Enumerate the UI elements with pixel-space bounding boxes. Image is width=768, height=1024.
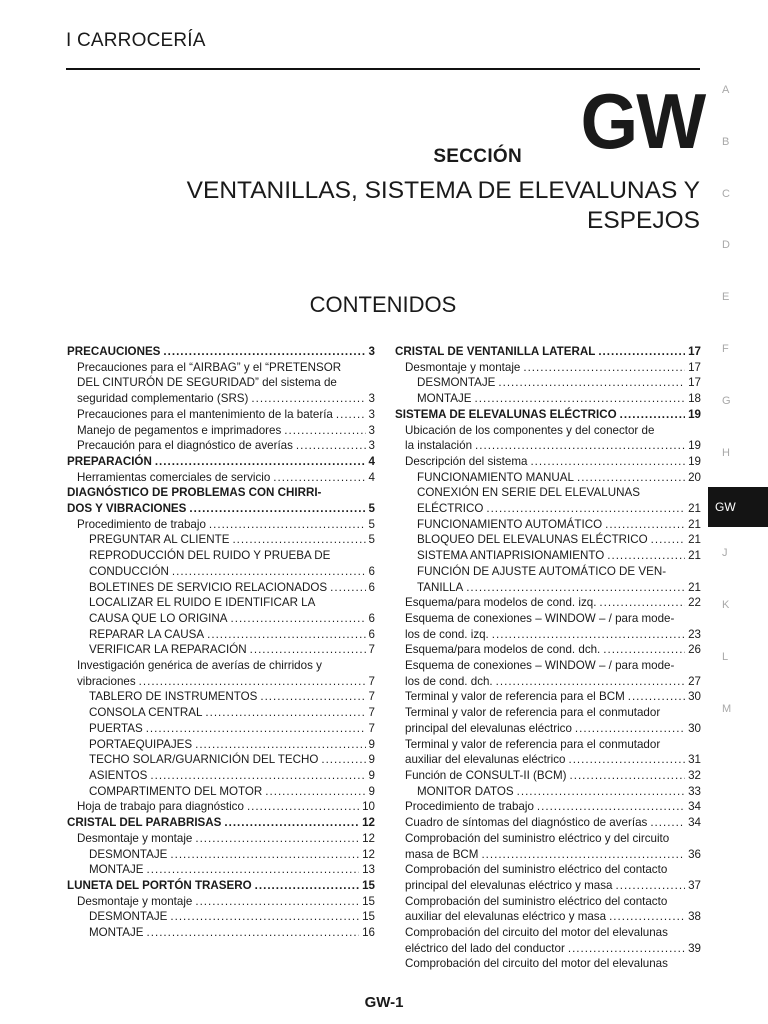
toc-entry-text: FUNCIÓN DE AJUSTE AUTOMÁTICO DE VEN- [417, 564, 667, 578]
toc-entry-text: DOS Y VIBRACIONES [67, 502, 187, 516]
dot-leader [498, 375, 685, 391]
toc-entry[interactable] [67, 454, 375, 470]
dot-leader [170, 847, 359, 863]
toc-entry[interactable] [67, 658, 375, 689]
toc-entry-text: Desmontaje y montaje [405, 360, 521, 374]
toc-page-number: 34 [688, 800, 701, 814]
toc-entry-text: Esquema de conexiones – WINDOW – / para mode- [405, 659, 675, 673]
section-tab-b[interactable]: B [722, 136, 730, 148]
toc-page-number: 23 [688, 627, 701, 641]
dot-leader [496, 674, 685, 690]
toc-entry[interactable] [395, 642, 701, 658]
toc-entry-text: eléctrico del lado del conductor [405, 941, 565, 955]
dot-leader [628, 689, 685, 705]
toc-entry-text: PREGUNTAR AL CLIENTE [89, 533, 230, 547]
toc-entry-text: DIAGNÓSTICO DE PROBLEMAS CON CHIRRI- [67, 486, 322, 500]
toc-entry[interactable] [67, 878, 375, 894]
toc-page-number: 33 [688, 784, 701, 798]
toc-page-number: 10 [362, 800, 375, 814]
toc-entry[interactable] [395, 485, 701, 516]
toc-entry[interactable] [395, 768, 701, 784]
dot-leader [330, 580, 365, 596]
toc-entry[interactable] [67, 485, 375, 516]
toc-page-number: 30 [688, 721, 701, 735]
dot-leader [205, 705, 365, 721]
toc-entry[interactable] [395, 862, 701, 893]
toc-entry-text: CAUSA QUE LO ORIGINA [89, 611, 228, 625]
dot-leader [530, 454, 685, 470]
toc-entry[interactable] [67, 580, 375, 596]
toc-entry-text: CONSOLA CENTRAL [89, 706, 203, 720]
toc-page-number: 3 [368, 407, 375, 421]
dot-leader [577, 470, 685, 486]
toc-entry-text: MONTAJE [417, 392, 472, 406]
toc-page-number: 30 [688, 690, 701, 704]
dot-leader [163, 344, 365, 360]
toc-entry-text: TECHO SOLAR/GUARNICIÓN DEL TECHO [89, 753, 319, 767]
toc-entry[interactable] [67, 784, 375, 800]
toc-entry[interactable] [67, 344, 375, 360]
section-tab-c[interactable]: C [722, 188, 730, 200]
toc-entry-text: vibraciones [77, 674, 136, 688]
toc-entry-text: DESMONTAJE [417, 376, 496, 390]
toc-page-number: 6 [368, 580, 375, 594]
toc-entry-text: REPRODUCCIÓN DEL RUIDO Y PRUEBA DE [89, 549, 331, 563]
toc-page-number: 12 [362, 831, 375, 845]
toc-entry[interactable] [67, 894, 375, 910]
toc-entry-text: principal del elevalunas eléctrico y masa [405, 878, 613, 892]
dot-leader [172, 564, 366, 580]
toc-entry[interactable] [67, 407, 375, 423]
toc-page-number: 9 [368, 737, 375, 751]
toc-entry[interactable] [395, 705, 701, 736]
toc-entry[interactable] [395, 532, 701, 548]
dot-leader [570, 768, 686, 784]
toc-page-number: 31 [688, 753, 701, 767]
toc-page-number: 21 [688, 517, 701, 531]
toc-page-number: 18 [688, 392, 701, 406]
toc-entry-text: ASIENTOS [89, 768, 148, 782]
toc-entry-text: auxiliar del elevalunas eléctrico y masa [405, 910, 607, 924]
toc-entry-text: la instalación [405, 439, 473, 453]
toc-page-number: 39 [688, 941, 701, 955]
toc-entry[interactable] [67, 831, 375, 847]
toc-entry[interactable] [67, 752, 375, 768]
toc-entry-text: Función de CONSULT-II (BCM) [405, 768, 567, 782]
section-title-line-1: VENTANILLAS, SISTEMA DE ELEVALUNAS Y [186, 177, 700, 204]
toc-page-number: 7 [368, 674, 375, 688]
toc-entry-text: SISTEMA DE ELEVALUNAS ELÉCTRICO [395, 407, 617, 421]
dot-leader [139, 674, 366, 690]
dot-leader [603, 642, 685, 658]
toc-entry[interactable] [67, 438, 375, 454]
toc-page-number: 15 [362, 878, 375, 892]
toc-page-number: 7 [368, 721, 375, 735]
toc-entry-text: Cuadro de síntomas del diagnóstico de averías [405, 816, 648, 830]
dot-leader [195, 831, 359, 847]
toc-entry[interactable] [395, 737, 701, 768]
toc-entry-text: MONTAJE [89, 863, 144, 877]
toc-page-number: 7 [368, 706, 375, 720]
toc-page-number: 3 [368, 345, 375, 358]
toc-page-number: 15 [362, 910, 375, 924]
section-tab-gw[interactable]: GW [708, 487, 768, 527]
toc-page-number: 37 [688, 878, 701, 892]
dot-leader [321, 752, 365, 768]
dot-leader [481, 847, 685, 863]
toc-page-number: 38 [688, 910, 701, 924]
toc-entry-text: VERIFICAR LA REPARACIÓN [89, 643, 247, 657]
toc-entry[interactable] [67, 423, 375, 439]
section-tab-e[interactable]: E [722, 291, 730, 303]
toc-page-number: 5 [368, 533, 375, 547]
toc-entry[interactable] [67, 862, 375, 878]
dot-leader [607, 548, 685, 564]
toc-entry-text: LOCALIZAR EL RUIDO E IDENTIFICAR LA [89, 596, 316, 610]
toc-entry-text: REPARAR LA CAUSA [89, 627, 205, 641]
toc-page-number: 19 [688, 439, 701, 453]
section-tab-d[interactable]: D [722, 239, 730, 251]
toc-page-number: 7 [368, 643, 375, 657]
dot-leader [475, 438, 685, 454]
toc-entry-text: BOLETINES DE SERVICIO RELACIONADOS [89, 580, 328, 594]
toc-entry[interactable] [395, 470, 701, 486]
toc-left-column [67, 344, 375, 941]
toc-entry-text: Descripción del sistema [405, 454, 528, 468]
dot-leader [231, 611, 366, 627]
toc-entry-text: Terminal y valor de referencia para el conmutador [405, 706, 661, 720]
toc-entry[interactable] [395, 815, 701, 831]
toc-entry[interactable] [67, 548, 375, 579]
section-tab-m[interactable]: M [722, 703, 732, 715]
toc-page-number: 17 [688, 360, 701, 374]
toc-entry[interactable] [67, 627, 375, 643]
toc-entry[interactable] [395, 548, 701, 564]
section-tab-g[interactable]: G [722, 395, 731, 407]
dot-leader [209, 517, 366, 533]
toc-entry-text: DEL CINTURÓN DE SEGURIDAD” del sistema de [77, 376, 337, 390]
toc-entry-text: PORTAEQUIPAJES [89, 737, 193, 751]
toc-page-number: 17 [688, 345, 701, 358]
toc-entry-text: COMPARTIMENTO DEL MOTOR [89, 784, 263, 798]
toc-entry-text: SISTEMA ANTIAPRISIONAMIENTO [417, 549, 605, 563]
toc-entry[interactable] [395, 611, 701, 642]
toc-entry[interactable] [67, 595, 375, 626]
toc-entry-text: Terminal y valor de referencia para el conmutador [405, 737, 661, 751]
toc-page-number: 19 [688, 454, 701, 468]
toc-entry-text: PREPARACIÓN [67, 454, 152, 468]
toc-entry[interactable] [67, 532, 375, 548]
toc-entry-text: Desmontaje y montaje [77, 894, 193, 908]
toc-entry[interactable] [395, 894, 701, 925]
dot-leader [232, 532, 365, 548]
toc-entry[interactable] [67, 909, 375, 925]
toc-entry[interactable] [67, 721, 375, 737]
dot-leader [523, 360, 685, 376]
toc-page-number: 4 [368, 470, 375, 484]
dot-leader [170, 909, 359, 925]
contents-heading: CONTENIDOS [309, 292, 457, 317]
toc-page-number: 6 [368, 611, 375, 625]
toc-entry-text: ELÉCTRICO [417, 502, 484, 516]
toc-right-column [395, 344, 701, 972]
dot-leader [224, 815, 359, 831]
dot-leader [195, 737, 365, 753]
section-code: GW [580, 77, 704, 165]
toc-entry-text: los de cond. izq. [405, 627, 489, 641]
dot-leader [651, 532, 685, 548]
dot-leader [155, 454, 366, 470]
toc-entry[interactable] [395, 423, 701, 454]
toc-entry-text: CRISTAL DEL PARABRISAS [67, 816, 222, 830]
toc-entry-text: Manejo de pegamentos e imprimadores [77, 423, 282, 437]
toc-entry-text: Desmontaje y montaje [77, 831, 193, 845]
toc-page-number: 16 [362, 926, 375, 940]
toc-page-number: 21 [688, 580, 701, 594]
toc-entry-text: masa de BCM [405, 847, 479, 861]
section-header-label: I CARROCERÍA [66, 30, 206, 51]
section-tab-j[interactable]: J [722, 547, 728, 559]
dot-leader [492, 627, 685, 643]
toc-entry-text: Procedimiento de trabajo [77, 517, 206, 531]
dot-leader [336, 407, 366, 423]
toc-entry[interactable] [395, 564, 701, 595]
toc-entry-text: BLOQUEO DEL ELEVALUNAS ELÉCTRICO [417, 533, 648, 547]
toc-entry[interactable] [67, 925, 375, 941]
toc-entry[interactable] [395, 595, 701, 611]
toc-entry[interactable] [67, 642, 375, 658]
dot-leader [147, 925, 360, 941]
toc-entry[interactable] [67, 768, 375, 784]
toc-page-number: 3 [368, 423, 375, 437]
toc-page-number: 26 [688, 643, 701, 657]
toc-page-number: 12 [362, 847, 375, 861]
toc-entry-text: Esquema/para modelos de cond. izq. [405, 596, 597, 610]
toc-page-number: 20 [688, 470, 701, 484]
toc-entry[interactable] [395, 360, 701, 376]
toc-page-number: 9 [368, 753, 375, 767]
toc-entry[interactable] [67, 799, 375, 815]
toc-entry[interactable] [395, 344, 701, 360]
toc-page-number: 9 [368, 784, 375, 798]
toc-entry-text: CONEXIÓN EN SERIE DEL ELEVALUNAS [417, 486, 640, 500]
dot-leader [486, 501, 685, 517]
toc-page-number: 15 [362, 894, 375, 908]
toc-entry[interactable] [67, 360, 375, 407]
dot-leader [255, 878, 359, 894]
toc-entry-text: los de cond. dch. [405, 674, 493, 688]
toc-entry-text: Ubicación de los componentes y del conector de [405, 423, 655, 437]
section-title-line-2: ESPEJOS [586, 207, 700, 234]
toc-page-number: 12 [362, 816, 375, 830]
dot-leader [609, 909, 685, 925]
toc-entry-text: DESMONTAJE [89, 847, 168, 861]
toc-entry-text: Comprobación del suministro eléctrico del contacto [405, 863, 668, 877]
toc-entry-text: LUNETA DEL PORTÓN TRASERO [67, 878, 252, 892]
dot-leader [265, 784, 365, 800]
toc-page-number: 36 [688, 847, 701, 861]
toc-entry-text: Precauciones para el “AIRBAG” y el “PRETENSOR [77, 360, 342, 374]
section-tab-h[interactable]: H [722, 447, 730, 459]
toc-page-number: 27 [688, 674, 701, 688]
toc-entry-text: CRISTAL DE VENTANILLA LATERAL [395, 345, 596, 358]
dot-leader [296, 438, 366, 454]
toc-entry-text: FUNCIONAMIENTO AUTOMÁTICO [417, 517, 603, 531]
dot-leader [605, 517, 685, 533]
toc-page-number: 21 [688, 533, 701, 547]
dot-leader [537, 799, 685, 815]
section-word: SECCIÓN [433, 146, 522, 167]
toc-page-number: 5 [368, 517, 375, 531]
toc-entry-text: Esquema de conexiones – WINDOW – / para mode- [405, 611, 675, 625]
toc-page-number: 6 [368, 564, 375, 578]
dot-leader [150, 768, 365, 784]
toc-page-number: 34 [688, 816, 701, 830]
dot-leader [260, 689, 365, 705]
toc-entry-text: FUNCIONAMIENTO MANUAL [417, 470, 574, 484]
header-divider [66, 68, 700, 70]
dot-leader [599, 595, 685, 611]
toc-entry[interactable] [67, 815, 375, 831]
toc-entry-text: MONITOR DATOS [417, 784, 514, 798]
toc-entry-text: Esquema/para modelos de cond. dch. [405, 643, 601, 657]
toc-entry-text: Hoja de trabajo para diagnóstico [77, 800, 244, 814]
toc-entry-text: MONTAJE [89, 926, 144, 940]
toc-entry-text: auxiliar del elevalunas eléctrico [405, 753, 566, 767]
toc-entry-text: Investigación genérica de averías de chirridos y [77, 659, 322, 673]
dot-leader [575, 721, 685, 737]
toc-entry[interactable] [67, 517, 375, 533]
toc-entry-text: TANILLA [417, 580, 464, 594]
toc-page-number: 9 [368, 768, 375, 782]
toc-entry-text: Precauciones para el mantenimiento de la batería [77, 407, 333, 421]
toc-entry-text: Precaución para el diagnóstico de averías [77, 439, 293, 453]
toc-entry-text: PRECAUCIONES [67, 345, 161, 358]
dot-leader [250, 642, 366, 658]
toc-page-number: 3 [368, 439, 375, 453]
dot-leader [207, 627, 365, 643]
toc-page-number: 32 [688, 768, 701, 782]
toc-entry[interactable] [395, 689, 701, 705]
toc-entry[interactable] [395, 799, 701, 815]
toc-entry[interactable] [67, 737, 375, 753]
toc-entry-text: seguridad complementario (SRS) [77, 392, 249, 406]
toc-entry-text: Comprobación del suministro eléctrico y del circuito [405, 831, 670, 845]
section-title [80, 176, 700, 236]
toc-entry-text: principal del elevalunas eléctrico [405, 721, 572, 735]
toc-entry[interactable] [395, 784, 701, 800]
dot-leader [273, 470, 365, 486]
toc-entry-text: Terminal y valor de referencia para el BCM [405, 690, 625, 704]
toc-page-number: 3 [368, 392, 375, 406]
dot-leader [466, 580, 685, 596]
section-tab-f[interactable]: F [722, 343, 729, 355]
dot-leader [251, 391, 365, 407]
dot-leader [147, 862, 360, 878]
toc-entry[interactable] [395, 375, 701, 391]
toc-entry[interactable] [395, 925, 701, 956]
dot-leader [195, 894, 359, 910]
toc-entry[interactable] [395, 658, 701, 689]
toc-entry-text: PUERTAS [89, 721, 143, 735]
section-tab-a[interactable]: A [722, 84, 730, 96]
section-tab-k[interactable]: K [722, 599, 730, 611]
toc-entry[interactable] [395, 956, 701, 972]
toc-entry-text: Herramientas comerciales de servicio [77, 470, 271, 484]
dot-leader [146, 721, 366, 737]
toc-entry-text: Comprobación del suministro eléctrico del contacto [405, 894, 668, 908]
toc-entry-text: Comprobación del circuito del motor del elevalunas [405, 926, 668, 940]
toc-page-number: 6 [368, 627, 375, 641]
toc-page-number: 19 [688, 407, 701, 421]
toc-entry[interactable] [395, 407, 701, 423]
toc-entry[interactable] [67, 847, 375, 863]
toc-entry-text: DESMONTAJE [89, 910, 168, 924]
dot-leader [598, 344, 685, 360]
toc-page-number: 17 [688, 376, 701, 390]
toc-entry[interactable] [67, 705, 375, 721]
toc-page-number: 21 [688, 549, 701, 563]
toc-entry-text: TABLERO DE INSTRUMENTOS [89, 690, 258, 704]
dot-leader [568, 941, 685, 957]
dot-leader [650, 815, 685, 831]
toc-page-number: 5 [368, 502, 375, 516]
dot-leader [247, 799, 359, 815]
toc-entry[interactable] [67, 470, 375, 486]
dot-leader [616, 878, 686, 894]
page-number: GW-1 [364, 994, 404, 1011]
dot-leader [189, 501, 365, 517]
dot-leader [475, 391, 686, 407]
toc-entry-text: Comprobación del circuito del motor del elevalunas [405, 957, 668, 971]
toc-page-number: 7 [368, 690, 375, 704]
toc-page-number: 22 [688, 596, 701, 610]
toc-page-number: 4 [368, 454, 375, 468]
toc-entry[interactable] [395, 454, 701, 470]
toc-entry[interactable] [395, 391, 701, 407]
dot-leader [568, 752, 685, 768]
toc-entry-text: CONDUCCIÓN [89, 564, 169, 578]
toc-entry[interactable] [395, 517, 701, 533]
dot-leader [284, 423, 365, 439]
toc-entry[interactable] [395, 831, 701, 862]
dot-leader [517, 784, 685, 800]
section-tab-l[interactable]: L [722, 651, 729, 663]
toc-page-number: 13 [362, 863, 375, 877]
toc-entry[interactable] [67, 689, 375, 705]
toc-page-number: 21 [688, 502, 701, 516]
toc-entry-text: Procedimiento de trabajo [405, 800, 534, 814]
dot-leader [620, 407, 686, 423]
